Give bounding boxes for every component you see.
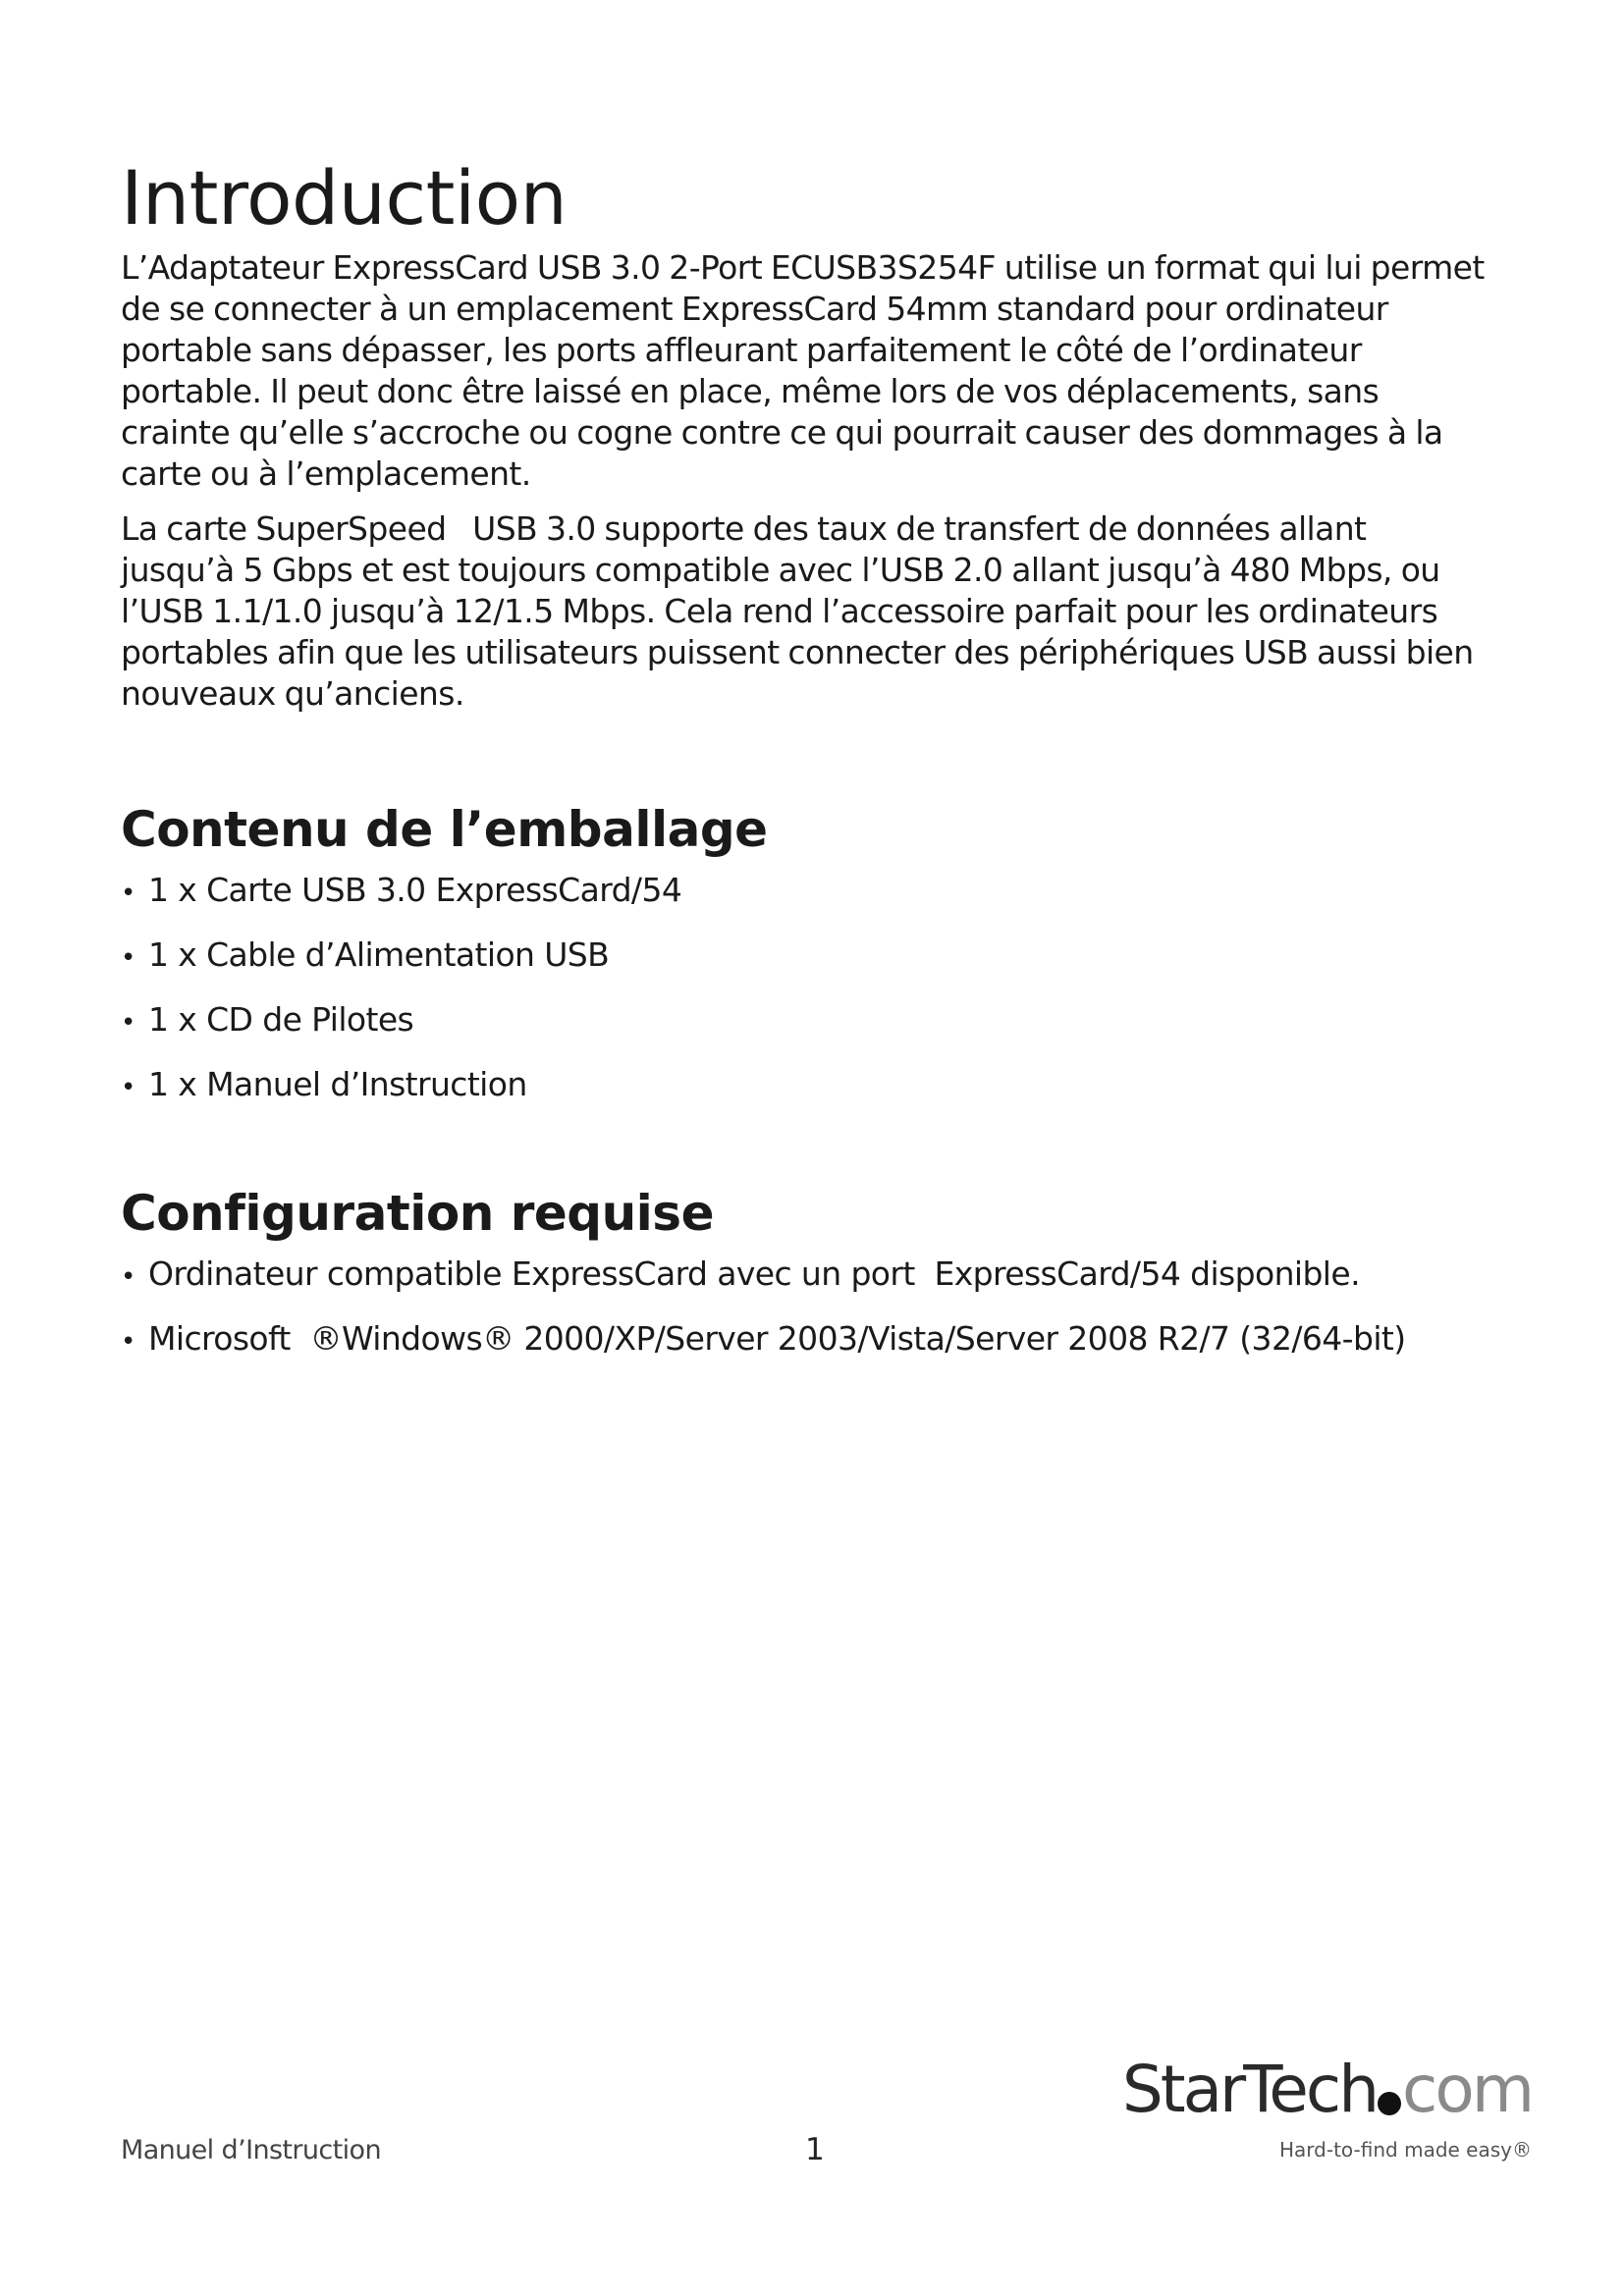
list-item-text: 1 x Cable d’Alimentation USB (148, 935, 610, 974)
list-item-text: 1 x Manuel d’Instruction (148, 1065, 527, 1103)
list-item (121, 870, 1515, 914)
bullet-icon: • (121, 943, 135, 973)
list-item (121, 934, 1515, 979)
bullet-icon: • (121, 1073, 135, 1102)
requirements-list (121, 1254, 1515, 1362)
intro-paragraph-1 (121, 247, 1515, 495)
text-line: nouveaux qu’anciens. (121, 674, 464, 713)
startech-logo (1121, 2052, 1532, 2162)
page-content (121, 147, 1515, 1383)
contents-section-title: Contenu de l’emballage (121, 801, 768, 858)
list-item (121, 1254, 1515, 1298)
list-item-text: 1 x Carte USB 3.0 ExpressCard/54 (148, 871, 682, 909)
logo-wordmark (1122, 2052, 1532, 2127)
text-line: portables afin que les utilisateurs puissent connecter des périphériques USB aussi bien (121, 633, 1474, 671)
list-item (121, 1318, 1515, 1362)
logo-dot-icon (1378, 2092, 1401, 2115)
page-title: Introduction (121, 154, 568, 241)
bullet-icon: • (121, 1008, 135, 1038)
list-item (121, 999, 1515, 1043)
bullet-icon: • (121, 879, 135, 908)
text-line: crainte qu’elle s’accroche ou cogne contre ce qui pourrait causer des dommages à la (121, 413, 1443, 452)
text-line: jusqu’à 5 Gbps et est toujours compatible avec l’USB 2.0 allant jusqu’à 480 Mbps, ou (121, 551, 1440, 589)
list-item (121, 1064, 1515, 1108)
list-item-text: 1 x CD de Pilotes (148, 1000, 414, 1039)
text-line: carte ou à l’emplacement. (121, 454, 531, 493)
requirements-section-title: Configuration requise (121, 1185, 714, 1242)
logo-brand-part1: StarTech (1121, 2052, 1378, 2127)
text-line: L’Adaptateur ExpressCard USB 3.0 2-Port ECUSB3S254F utilise un format qui lui permet (121, 248, 1485, 287)
bullet-icon: • (121, 1262, 135, 1292)
list-item-text: Ordinateur compatible ExpressCard avec un port ExpressCard/54 disponible. (148, 1255, 1360, 1293)
text-line: La carte SuperSpeed USB 3.0 supporte des taux de transfert de données allant (121, 509, 1367, 548)
logo-brand-part2: com (1402, 2052, 1532, 2127)
text-line: portable. Il peut donc être laissé en place, même lors de vos déplacements, sans (121, 372, 1380, 410)
text-line: l’USB 1.1/1.0 jusqu’à 12/1.5 Mbps. Cela rend l’accessoire parfait pour les ordinateurs (121, 592, 1438, 630)
contents-list (121, 870, 1515, 1108)
bullet-icon: • (121, 1327, 135, 1357)
list-item-text: Microsoft ®Windows® 2000/XP/Server 2003/Vista/Server 2008 R2/7 (32/64-bit) (148, 1319, 1406, 1358)
footer-manual-label: Manuel d’Instruction (121, 2135, 381, 2165)
text-line: portable sans dépasser, les ports affleurant parfaitement le côté de l’ordinateur (121, 331, 1362, 369)
intro-section (121, 247, 1515, 715)
text-line: de se connecter à un emplacement ExpressCard 54mm standard pour ordinateur (121, 290, 1388, 328)
intro-paragraph-2 (121, 508, 1515, 715)
page-number: 1 (805, 2132, 825, 2167)
logo-tagline: Hard-to-find made easy® (1279, 2138, 1532, 2162)
